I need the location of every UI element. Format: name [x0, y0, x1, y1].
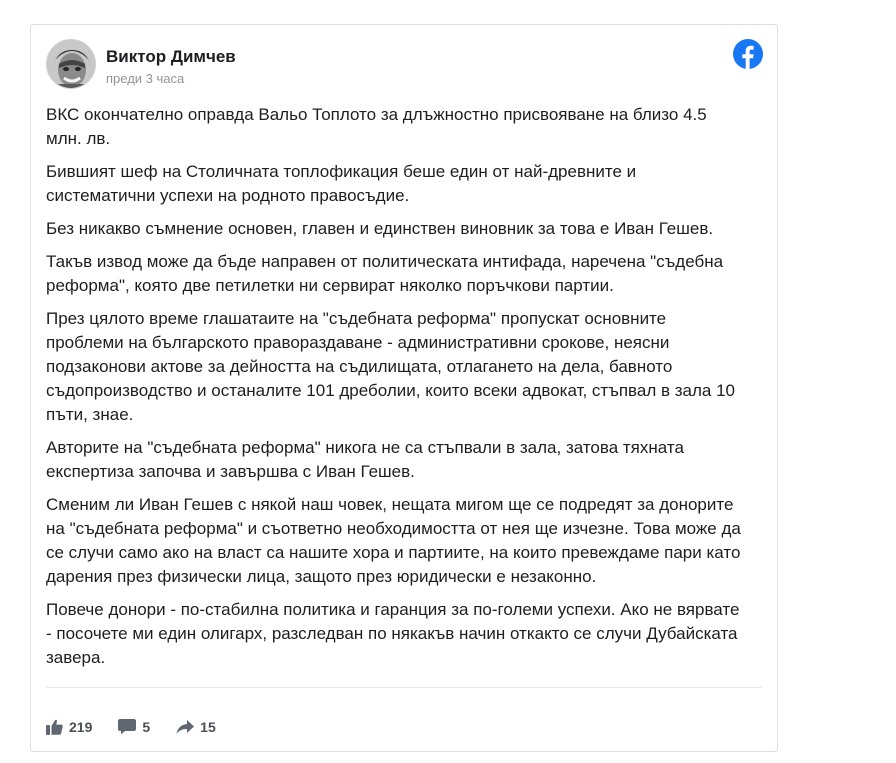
comment-count: 5: [142, 719, 151, 735]
share-button[interactable]: [176, 719, 216, 735]
comment-button[interactable]: [118, 719, 150, 735]
like-count: 219: [69, 719, 93, 735]
post-actions: [46, 715, 242, 739]
post-card: [30, 24, 778, 752]
post-paragraph: Такъв извод може да бъде направен от политическата интифада, наречена "съдебна реформа", която две петилетки ни сервират няколко поръчкови партии.: [46, 252, 724, 295]
post-paragraph: Авторите на "съдебната реформа" никога не са стъпвали в зала, затова тяхната експертиза започва и завършва с Иван Гешев.: [46, 438, 684, 481]
author-avatar[interactable]: [46, 39, 96, 89]
thumbs-up-icon: [46, 719, 63, 735]
author-name[interactable]: Виктор Димчев: [106, 47, 236, 66]
facebook-logo-icon[interactable]: [733, 39, 763, 69]
post-paragraph: Без никакво съмнение основен, главен и единствен виновник за това е Иван Гешев.: [46, 219, 714, 238]
post-header: [46, 39, 763, 91]
share-arrow-icon: [176, 719, 194, 735]
post-divider: [46, 687, 762, 688]
like-button[interactable]: [46, 719, 92, 735]
avatar-image: [47, 40, 96, 89]
share-count: 15: [200, 719, 216, 735]
post-paragraph: Бившият шеф на Столичната топлофикация беше един от най-древните и систематични успехи на родното правосъдие.: [46, 162, 637, 205]
post-paragraph: ВКС окончателно оправда Вальо Топлото за длъжностно присвояване на близо 4.5 млн. лв.: [46, 105, 707, 148]
post-paragraph: Повече донори - по-стабилна политика и гаранция за по-големи успехи. Ако не вярвате - посочете ми един олигарх, разследван по някакъв начин откакто се случи Дубайската завера.: [46, 600, 740, 667]
post-paragraph: През цялото време глашатаите на "съдебната реформа" пропускат основните проблеми на българското правораздаване - административни срокове, неясни подзаконови актове за дейността на съдилищата, отлагането на дела, бавното съдопроизводство и останалите 101 дреболии, които всеки адвокат, стъпвал в зала 10 пъти, знае.: [46, 309, 735, 424]
post-body: [46, 103, 746, 679]
post-paragraph: Сменим ли Иван Гешев с някой наш човек, нещата мигом ще се подредят за донорите на "съдебната реформа" и съответно необходимостта от нея ще изчезне. Това може да се случи само ако на власт са нашите хора и партиите, на които превеждаме пари като дарения през физически лица, защото през юридически е незаконно.: [46, 495, 741, 586]
post-timestamp[interactable]: преди 3 часа: [106, 71, 185, 86]
comment-bubble-icon: [118, 719, 136, 735]
